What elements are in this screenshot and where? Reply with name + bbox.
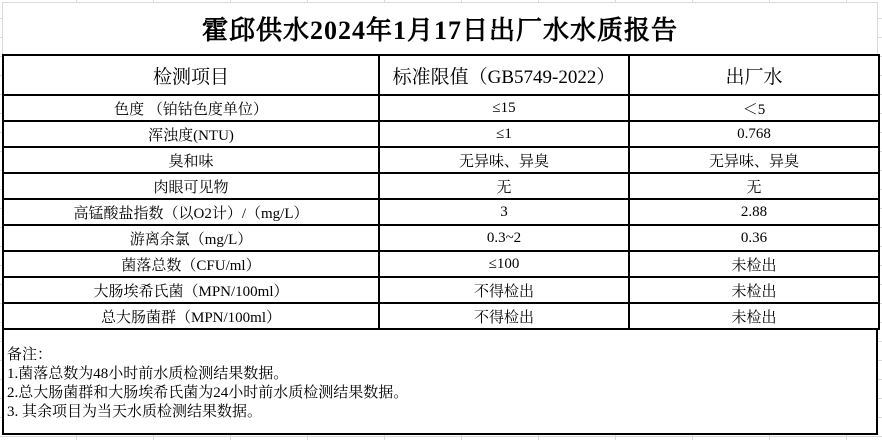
table-row <box>3 303 879 329</box>
report-title: 霍邱供水2024年1月17日出厂水水质报告 <box>2 2 878 54</box>
column-header-outgoing-water: 出厂水 <box>629 55 879 95</box>
cell-limit: ≤100 <box>379 251 629 277</box>
cell-item: 色度 （铂钴色度单位） <box>3 95 379 121</box>
cell-value: ＜5 <box>629 95 879 121</box>
water-quality-table <box>2 54 880 330</box>
cell-item: 臭和味 <box>3 147 379 173</box>
table-row <box>3 95 879 121</box>
cell-value: 0.768 <box>629 121 879 147</box>
cell-value: 未检出 <box>629 303 879 329</box>
table-row <box>3 199 879 225</box>
cell-value: 2.88 <box>629 199 879 225</box>
cell-value: 未检出 <box>629 277 879 303</box>
cell-item: 大肠埃希氏菌（MPN/100ml） <box>3 277 379 303</box>
cell-limit: ≤1 <box>379 121 629 147</box>
cell-limit: 无异味、异臭 <box>379 147 629 173</box>
cell-item: 总大肠菌群（MPN/100ml） <box>3 303 379 329</box>
table-row <box>3 173 879 199</box>
table-header-row <box>3 55 879 95</box>
column-header-test-item: 检测项目 <box>3 55 379 95</box>
cell-item: 菌落总数（CFU/ml） <box>3 251 379 277</box>
column-header-standard-limit: 标准限值（GB5749-2022） <box>379 55 629 95</box>
cell-item: 浑浊度(NTU) <box>3 121 379 147</box>
cell-value: 未检出 <box>629 251 879 277</box>
note-line-3: 3. 其余项目为当天水质检测结果数据。 <box>7 404 263 420</box>
cell-value: 无 <box>629 173 879 199</box>
table-row <box>3 277 879 303</box>
notes-label: 备注： <box>7 347 53 363</box>
cell-item: 肉眼可见物 <box>3 173 379 199</box>
cell-value: 无异味、异臭 <box>629 147 879 173</box>
note-line-2: 2.总大肠菌群和大肠埃希氏菌为24小时前水质检测结果数据。 <box>7 385 409 401</box>
cell-limit: 无 <box>379 173 629 199</box>
notes-section <box>2 330 878 435</box>
cell-limit: 3 <box>379 199 629 225</box>
cell-limit: 不得检出 <box>379 277 629 303</box>
cell-item: 游离余氯（mg/L） <box>3 225 379 251</box>
cell-value: 0.36 <box>629 225 879 251</box>
table-row <box>3 225 879 251</box>
cell-limit: 不得检出 <box>379 303 629 329</box>
cell-limit: ≤15 <box>379 95 629 121</box>
water-quality-report <box>2 2 878 435</box>
table-row <box>3 121 879 147</box>
table-row <box>3 251 879 277</box>
table-row <box>3 147 879 173</box>
cell-item: 高锰酸盐指数（以O2计）/（mg/L） <box>3 199 379 225</box>
note-line-1: 1.菌落总数为48小时前水质检测结果数据。 <box>7 366 289 382</box>
cell-limit: 0.3~2 <box>379 225 629 251</box>
